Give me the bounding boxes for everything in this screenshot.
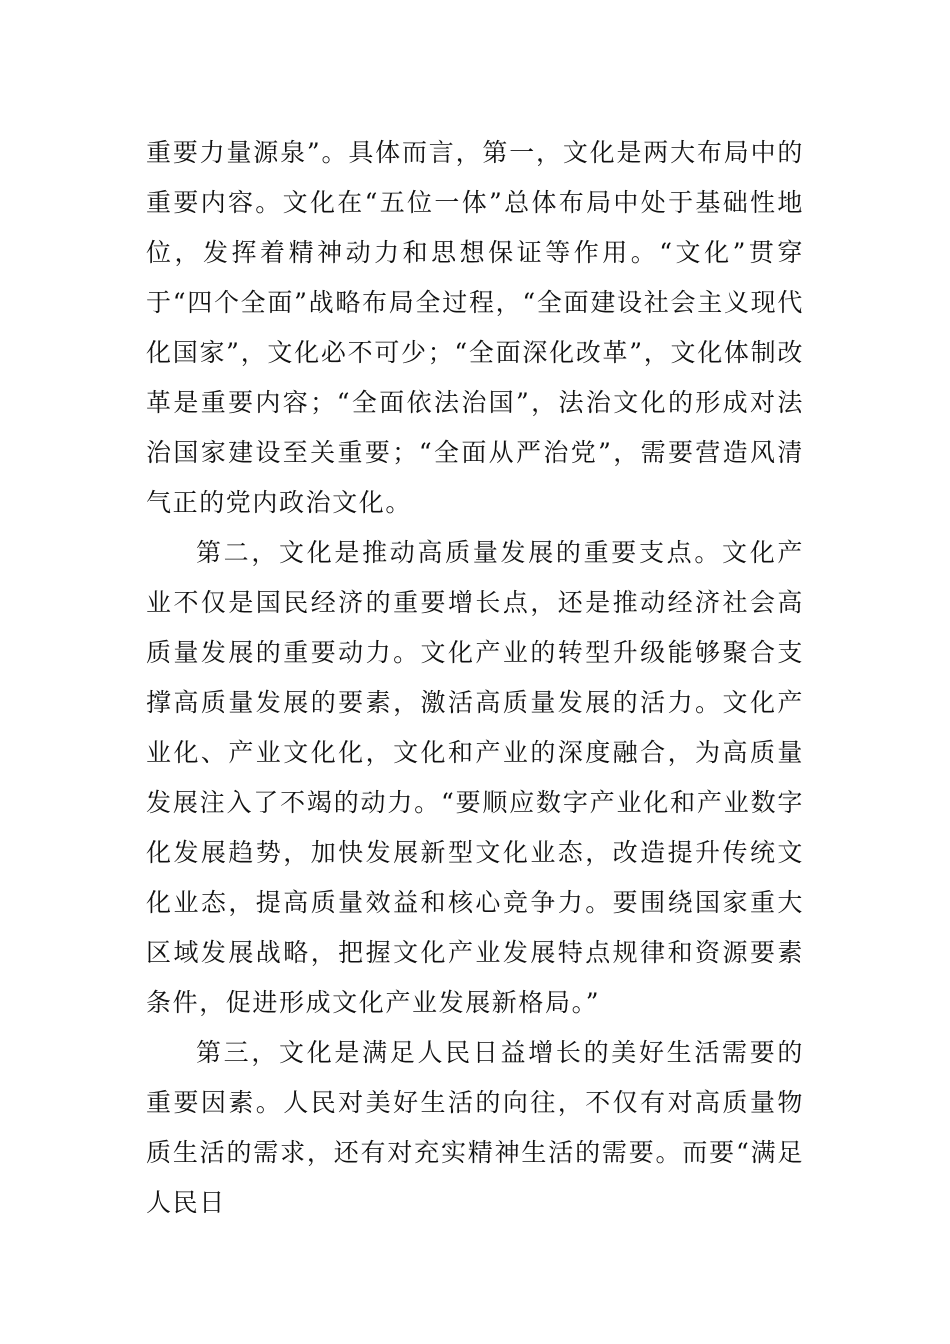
paragraph-2: 第二，文化是推动高质量发展的重要支点。文化产业不仅是国民经济的重要增长点，还是推动经济社会高质量发展的重要动力。文化产业的转型升级能够聚合支撑高质量发展的要素，激活高质量发展的活力。文化产业化、产业文化化，文化和产业的深度融合，为高质量发展注入了不竭的动力。“要顺应数字产业化和产业数字化发展趋势，加快发展新型文化业态，改造提升传统文化业态，提高质量效益和核心竞争力。要围绕国家重大区域发展战略，把握文化产业发展特点规律和资源要素条件，促进形成文化产业发展新格局。”: [146, 538, 804, 1017]
paragraph-3: 第三，文化是满足人民日益增长的美好生活需要的重要因素。人民对美好生活的向往，不仅有对高质量物质生活的需求，还有对充实精神生活的需要。而要“满足人民日: [146, 1038, 804, 1217]
paragraph-1: 重要力量源泉”。具体而言，第一，文化是两大布局中的重要内容。文化在“五位一体”总体布局中处于基础性地位，发挥着精神动力和思想保证等作用。“文化”贯穿于“四个全面”战略布局全过程，“全面建设社会主义现代化国家”，文化必不可少；“全面深化改革”，文化体制改革是重要内容；“全面依法治国”，法治文化的形成对法治国家建设至关重要；“全面从严治党”，需要营造风清气正的党内政治文化。: [146, 138, 804, 517]
document-body: [146, 128, 804, 1228]
